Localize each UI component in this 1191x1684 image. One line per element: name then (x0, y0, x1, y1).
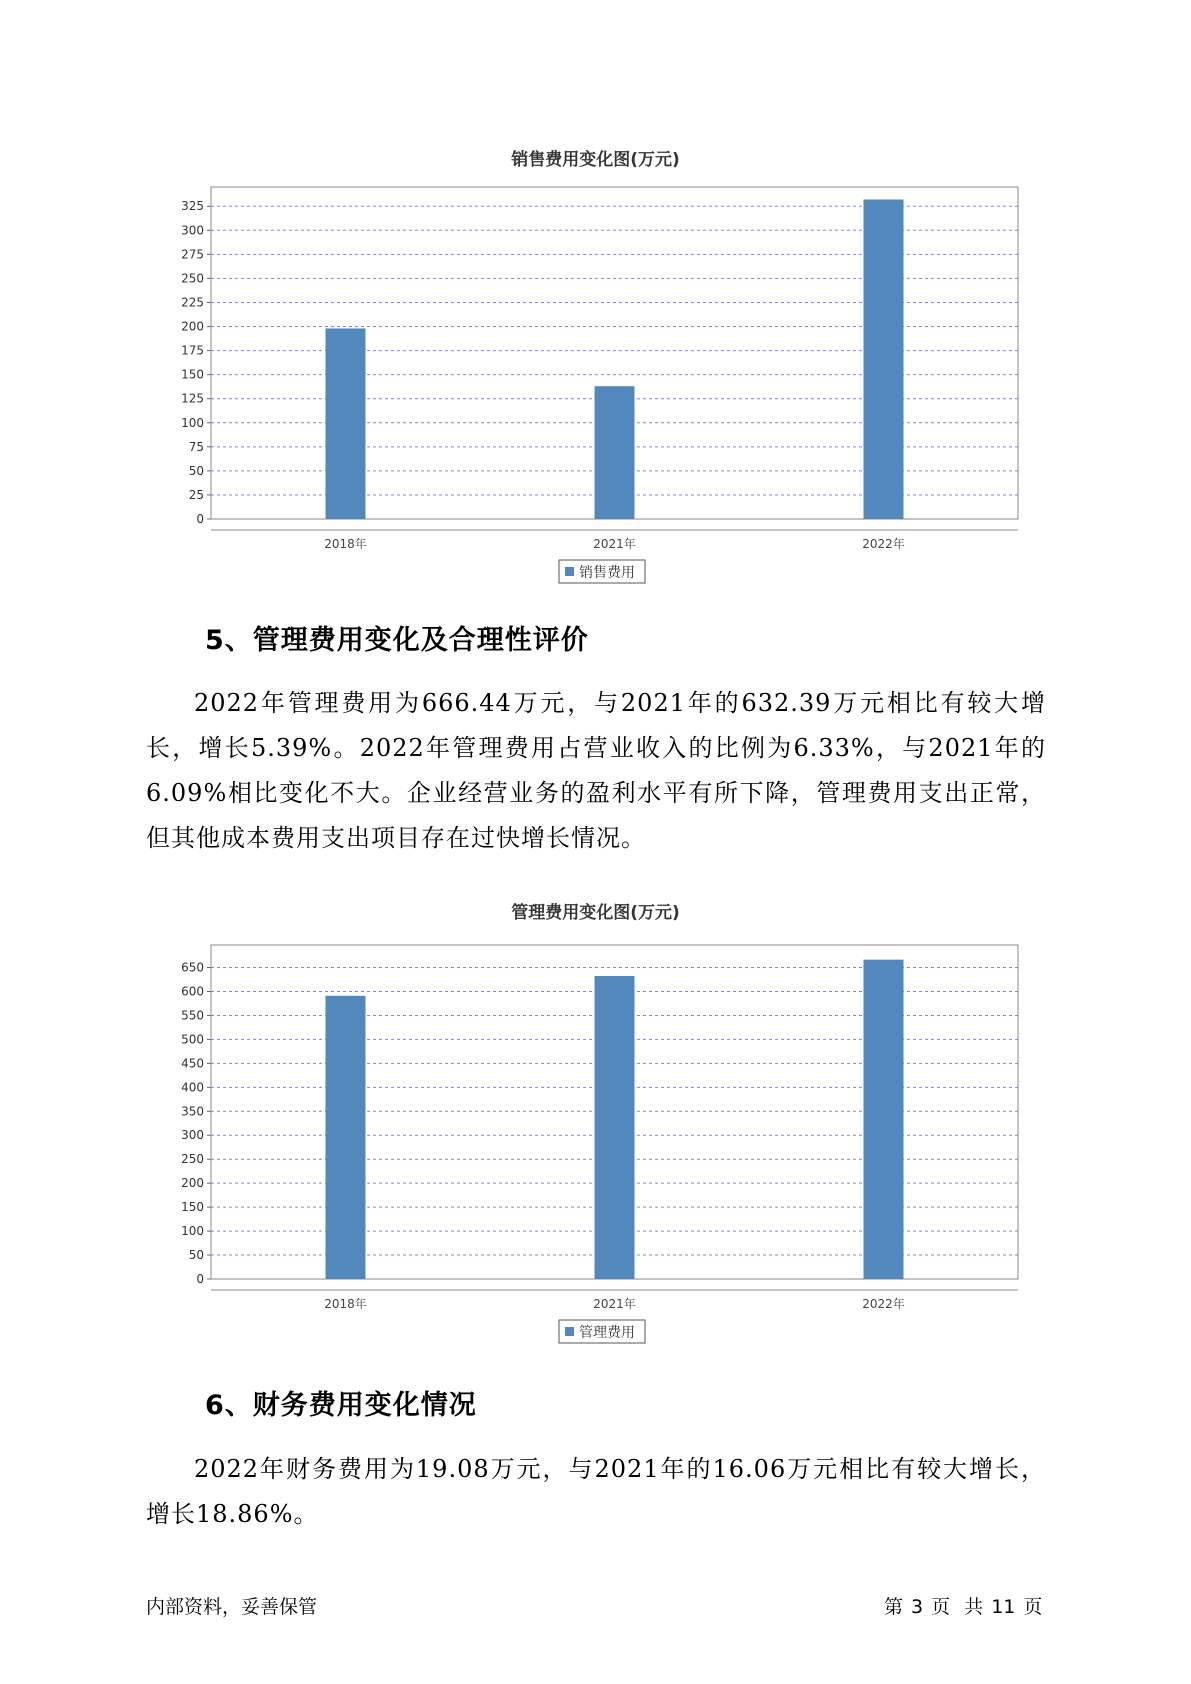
y-tick-label: 225 (181, 295, 204, 310)
bar-2018年 (326, 996, 366, 1279)
y-tick-label: 300 (181, 223, 204, 238)
y-tick-label: 500 (181, 1032, 204, 1047)
section-6-paragraph: 2022年财务费用为19.08万元，与2021年的16.06万元相比有较大增长，增长18.86%。 (146, 1455, 1046, 1528)
y-tick-label: 250 (181, 271, 204, 286)
total-suffix: 页 (1023, 1596, 1043, 1618)
y-tick-label: 150 (181, 367, 204, 382)
page-current: 3 (911, 1596, 924, 1618)
y-tick-label: 150 (181, 1200, 204, 1215)
legend-label: 销售费用 (579, 565, 635, 581)
x-tick-label: 2018年 (324, 1297, 367, 1311)
y-tick-label: 100 (181, 415, 204, 430)
page-mid: 页 (931, 1596, 951, 1618)
page-prefix: 第 (884, 1596, 904, 1618)
x-tick-label: 2018年 (324, 537, 367, 551)
y-tick-label: 25 (188, 487, 204, 502)
y-tick-label: 350 (181, 1104, 204, 1119)
y-tick-label: 100 (181, 1224, 204, 1239)
legend-swatch (565, 1327, 574, 1336)
y-tick-label: 250 (181, 1152, 204, 1167)
y-tick-label: 275 (181, 247, 204, 262)
y-tick-label: 175 (181, 343, 204, 358)
y-tick-label: 75 (188, 439, 204, 454)
y-tick-label: 50 (188, 463, 204, 478)
y-tick-label: 550 (181, 1008, 204, 1023)
y-tick-label: 200 (181, 1176, 204, 1191)
y-tick-label: 300 (181, 1128, 204, 1143)
y-tick-label: 0 (196, 512, 204, 526)
y-tick-label: 200 (181, 319, 204, 334)
y-tick-label: 50 (188, 1248, 204, 1263)
y-tick-label: 400 (181, 1080, 204, 1095)
footer-page-info (880, 1592, 1046, 1619)
y-tick-label: 600 (181, 984, 204, 999)
legend-label: 管理费用 (579, 1325, 635, 1341)
bar-2021年 (595, 976, 635, 1279)
y-tick-label: 125 (181, 391, 204, 406)
chart-title-admin-expense: 管理费用变化图(万元) (511, 903, 680, 923)
y-tick-label: 325 (181, 199, 204, 214)
x-tick-label: 2022年 (862, 537, 905, 551)
bar-2022年 (864, 960, 904, 1279)
chart-title-sales-expense: 销售费用变化图(万元) (511, 150, 680, 170)
page-total: 11 (991, 1596, 1016, 1618)
y-tick-label: 0 (196, 1272, 204, 1286)
x-tick-label: 2021年 (593, 537, 636, 551)
y-tick-label: 650 (181, 960, 204, 975)
section-5-paragraph: 2022年管理费用为666.44万元，与2021年的632.39万元相比有较大增长，增长5.39%。2022年管理费用占营业收入的比例为6.33%，与2021年的6.09%相比变化不大。企业经营业务的盈利水平有所下降，管理费用支出正常，但其他成本费用支出项目存在过快增长情况。 (146, 689, 1046, 852)
y-tick-label: 450 (181, 1056, 204, 1071)
x-tick-label: 2022年 (862, 1297, 905, 1311)
section-5-heading: 5、管理费用变化及合理性评价 (205, 625, 589, 656)
footer-confidential-note: 内部资料，妥善保管 (146, 1596, 318, 1618)
total-prefix: 共 (964, 1596, 984, 1618)
section-6-heading: 6、财务费用变化情况 (205, 1390, 477, 1421)
x-tick-label: 2021年 (593, 1297, 636, 1311)
